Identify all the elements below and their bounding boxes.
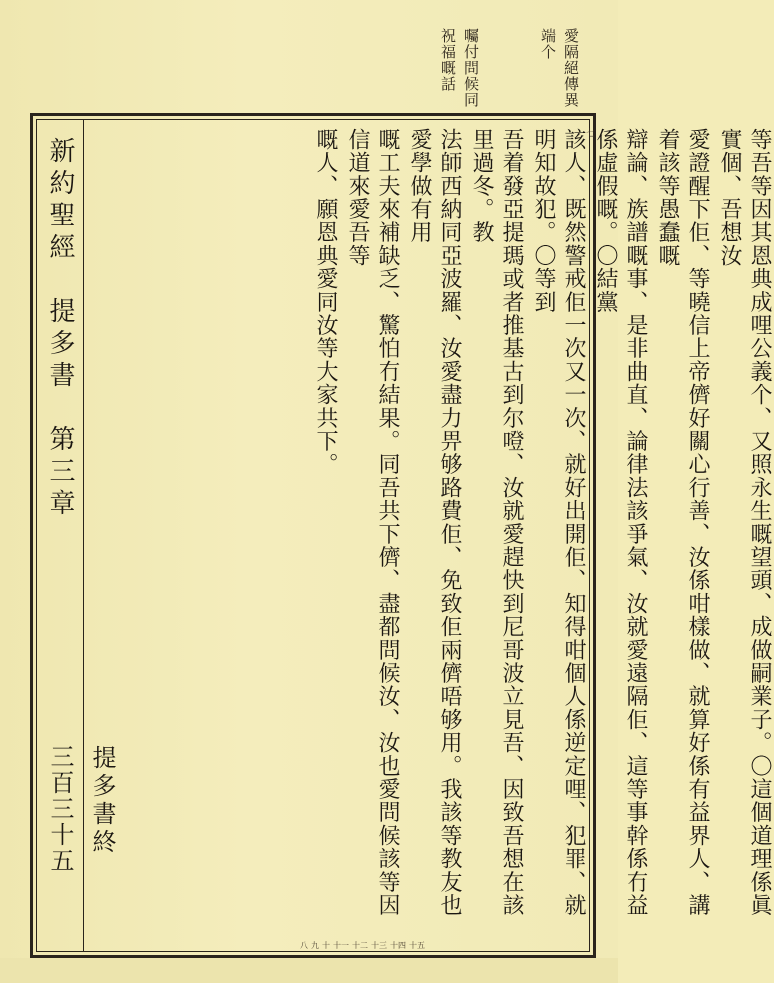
text-column: 嘅人、願恩典愛同汝等大家共下。 <box>313 128 338 476</box>
page-number: 三百三十五 <box>46 744 74 874</box>
verse-marker-list <box>300 940 425 951</box>
text-column: 辯論、族譜嘅事、是非曲直、論律法該爭氣、汝就愛遠隔佢、這等事幹係冇益係虛假嘅。〇結黨 <box>593 128 648 917</box>
verse-marker: 十一 <box>333 941 349 950</box>
side-note-gap <box>486 28 532 108</box>
verse-marker: 十四 <box>390 941 406 950</box>
verse-marker: 十五 <box>409 941 425 950</box>
book-end-mark: 提多書終 <box>88 745 116 857</box>
page-title: 新約聖經 提多書 第三章 <box>45 137 75 521</box>
side-note-column: 祝福嘅話 <box>439 28 457 92</box>
text-column: 該人、既然警戒佢一次又一次、就好出開佢、知得咁個人係逆定哩、犯罪、就明知故犯。〇等到 <box>531 128 586 917</box>
verse-marker: 十二 <box>352 941 368 950</box>
text-column: 嘅工夫來補缺乏、驚怕冇結果。同吾共下儕、盡都問候汝、汝也愛問候該等因信道來愛吾等 <box>345 128 400 917</box>
body-text <box>310 128 774 933</box>
side-note-column: 端个 <box>539 28 557 60</box>
side-note-column: 愛隔絕傳異 <box>562 28 580 108</box>
verse-marker: 七 <box>584 128 594 137</box>
title-column <box>36 119 84 952</box>
page-bottom-edge <box>0 958 618 983</box>
verse-marker: 八 <box>300 941 308 950</box>
side-note-column: 囑付問候同 <box>462 28 480 108</box>
verse-marker: 十三 <box>371 941 387 950</box>
text-column: 吾着發亞提瑪或者推基古到尔噔、汝就愛趕快到尼哥波立見吾、因致吾想在該里過冬。教 <box>469 128 524 917</box>
side-notes <box>440 28 578 108</box>
text-column: 法師西納同亞波羅、汝愛盡力畀够路費佢、免致佢兩儕唔够用。我該等教友也愛學做有用 <box>407 128 462 917</box>
verse-marker: 十 <box>322 941 330 950</box>
text-column: 等吾等因其恩典成哩公義个、又照永生嘅望頭、成做嗣業子。〇這個道理係眞實個、吾想汝 <box>717 128 772 917</box>
verse-marker: 九 <box>311 941 319 950</box>
text-column: 愛證醒下佢、等曉信上帝儕好關心行善、汝係咁樣做、就算好係有益界人、講着該等愚蠢嘅 <box>655 128 710 917</box>
